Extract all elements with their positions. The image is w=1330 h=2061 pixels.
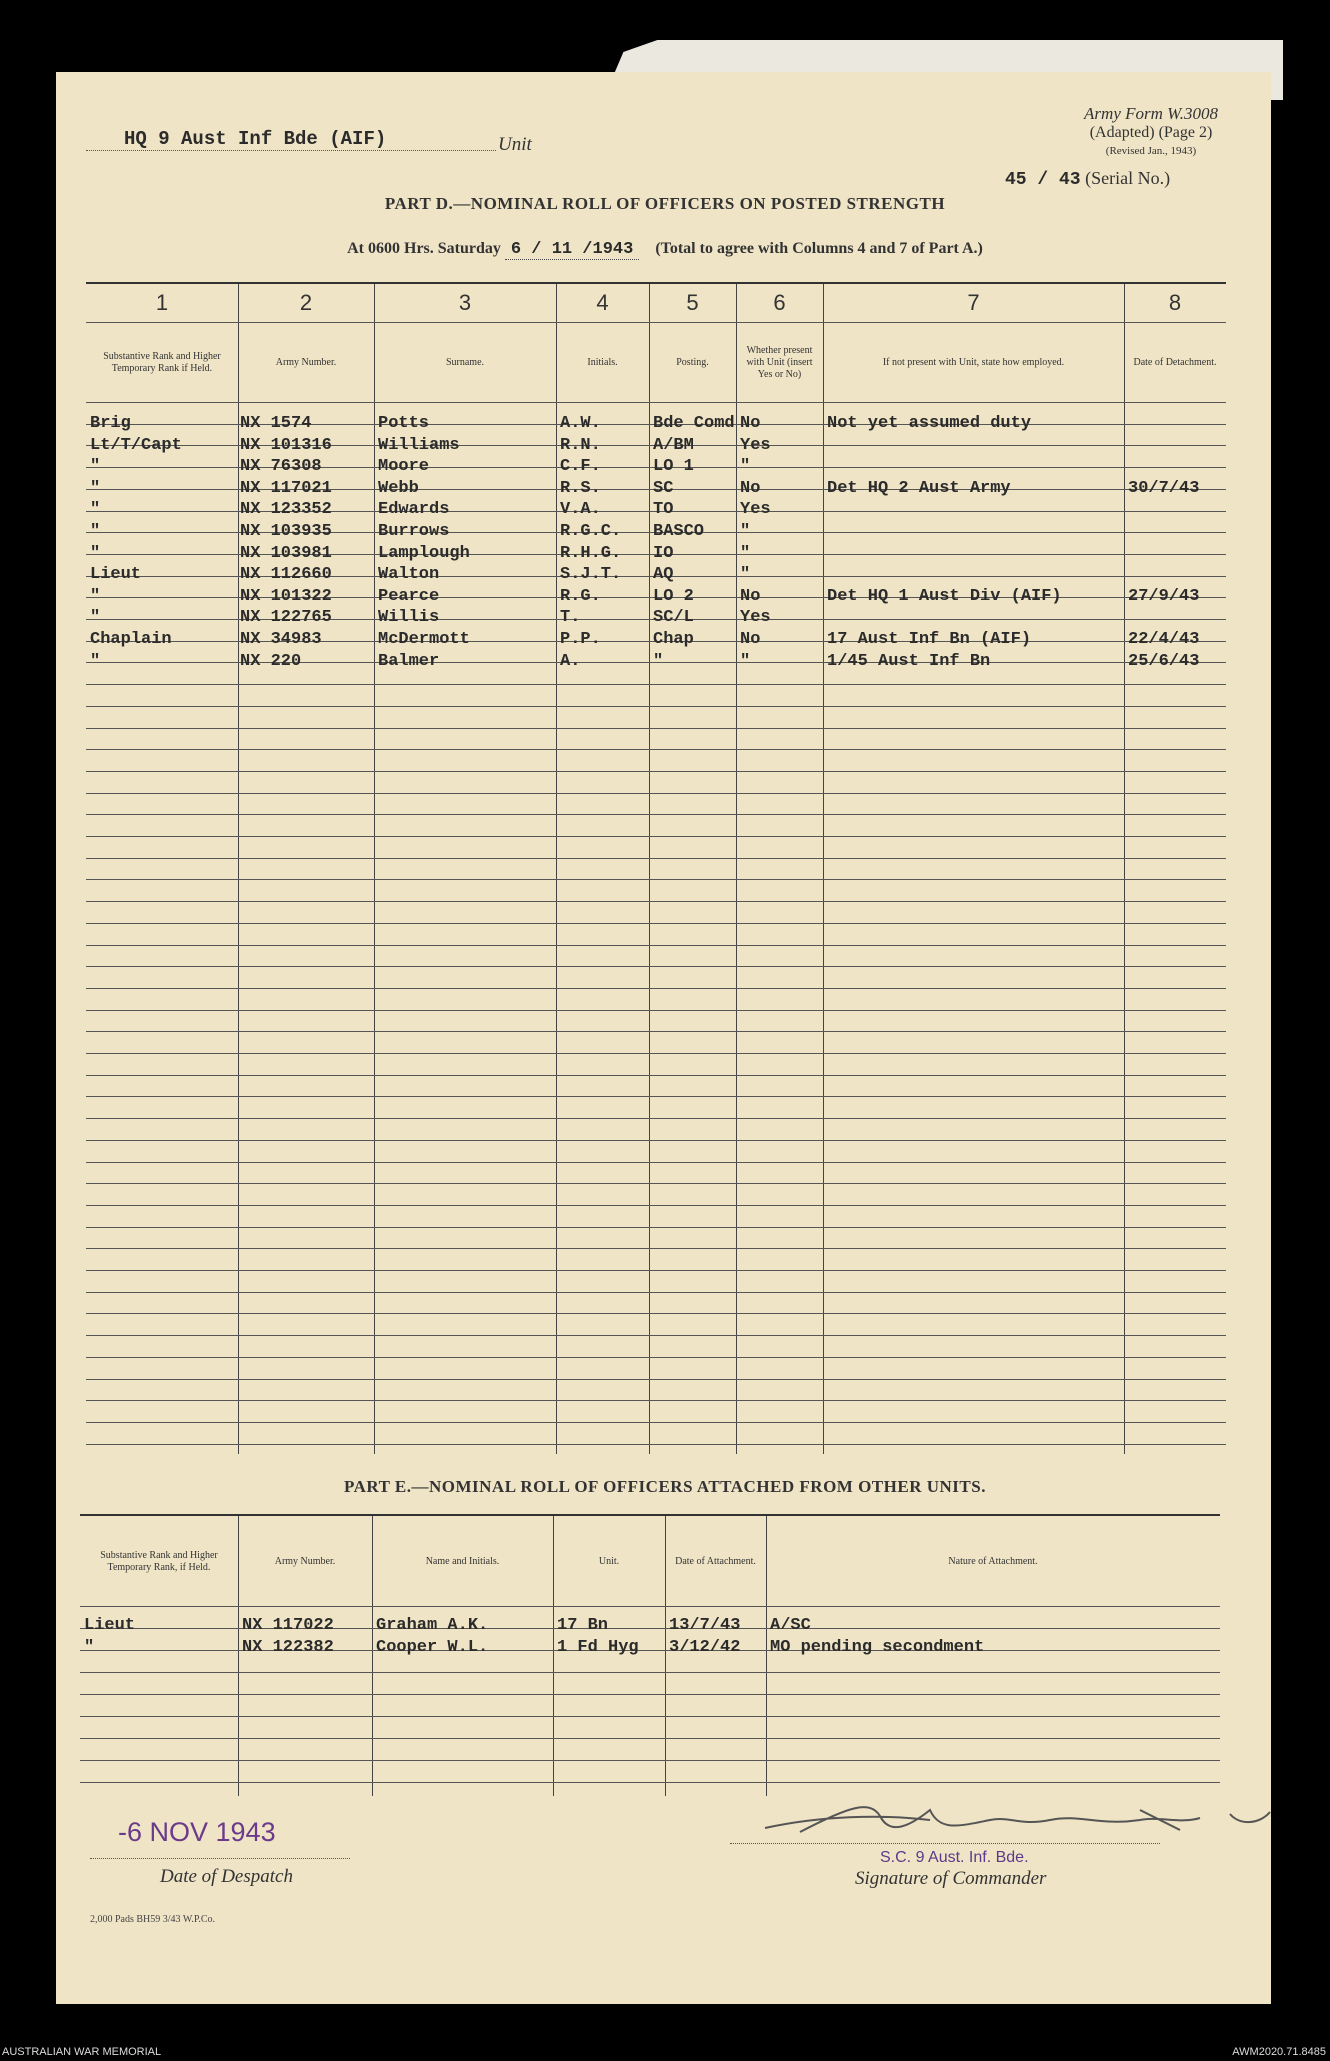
signature-label: Signature of Commander	[855, 1868, 1047, 1889]
roll-cell-surname: McDermott	[378, 630, 470, 649]
ruled-line	[80, 1672, 1220, 1673]
column-header: Substantive Rank and Higher Temporary Rank, if Held.	[100, 1550, 218, 1573]
serial-label: (Serial No.)	[1085, 168, 1171, 188]
roll-cell-rank: "	[90, 478, 101, 498]
roll-cell-employed: 17 Aust Inf Bn (AIF)	[827, 630, 1032, 649]
attached-cell-number: NX 122382	[242, 1638, 334, 1657]
roll-cell-initials: P.P.	[560, 630, 601, 649]
roll-cell-number: NX 101316	[240, 435, 332, 455]
form-adapted: (Adapted) (Page 2)	[1089, 124, 1213, 141]
column-header: Army Number.	[275, 357, 337, 368]
ruled-line	[86, 1118, 1226, 1119]
attached-cell-number: NX 117022	[242, 1616, 334, 1635]
ruled-line	[86, 1357, 1226, 1358]
form-revised: (Revised Jan., 1943)	[1105, 145, 1197, 157]
roll-cell-initials: R.G.C.	[560, 522, 622, 541]
part-d-table	[86, 282, 1226, 1454]
roll-cell-present: Yes	[740, 435, 771, 455]
ruled-line	[86, 814, 1226, 815]
at-suffix: (Total to agree with Columns 4 and 7 of Part A.)	[655, 240, 983, 257]
despatch-date-stamp: -6 NOV 1943	[118, 1817, 276, 1847]
roll-cell-rank: Chaplain	[90, 630, 172, 649]
roll-cell-initials: C.F.	[560, 457, 601, 477]
ruled-line	[86, 1096, 1226, 1097]
roll-cell-employed: Det HQ 2 Aust Army	[827, 478, 1011, 498]
ruled-line	[86, 923, 1226, 924]
column-divider	[372, 1516, 373, 1796]
attached-cell-rank: Lieut	[84, 1616, 136, 1635]
column-number-divider	[86, 322, 1226, 323]
column-header: Posting.	[676, 357, 709, 368]
column-divider	[823, 284, 824, 1454]
roll-cell-surname: Walton	[378, 565, 440, 585]
ruled-line	[86, 901, 1226, 902]
archive-source: AUSTRALIAN WAR MEMORIAL	[2, 2046, 162, 2058]
roll-cell-date: 22/4/43	[1128, 630, 1200, 649]
serial-number	[1005, 168, 1170, 190]
roll-cell-rank: "	[90, 500, 101, 520]
roll-cell-surname: Webb	[378, 478, 419, 498]
roll-cell-initials: T.	[560, 608, 581, 628]
roll-cell-initials: R.S.	[560, 478, 601, 498]
roll-cell-present: No	[740, 478, 761, 498]
ruled-line	[86, 1140, 1226, 1141]
column-number: 5	[686, 290, 699, 315]
ruled-line	[86, 1248, 1226, 1249]
roll-cell-present: "	[740, 543, 751, 563]
column-header: If not present with Unit, state how employed.	[882, 357, 1065, 368]
roll-cell-present: Yes	[740, 608, 771, 628]
column-divider	[649, 284, 650, 1454]
roll-cell-date: 25/6/43	[1128, 651, 1200, 671]
column-divider	[374, 284, 375, 1454]
column-number: 4	[596, 290, 609, 315]
roll-cell-posting: Bde Comd	[653, 414, 735, 433]
roll-cell-number: NX 103935	[240, 522, 332, 541]
ruled-line	[86, 1422, 1226, 1423]
column-header: Nature of Attachment.	[948, 1556, 1038, 1567]
roll-cell-posting: Chap	[653, 630, 694, 649]
ruled-line	[86, 1400, 1226, 1401]
roll-cell-initials: R.H.G.	[560, 543, 622, 563]
roll-cell-surname: Willis	[378, 608, 440, 628]
attached-cell-date: 3/12/42	[669, 1638, 741, 1657]
ruled-line	[86, 771, 1226, 772]
ruled-line	[86, 793, 1226, 794]
ruled-line	[86, 1010, 1226, 1011]
attached-cell-rank: "	[84, 1638, 95, 1657]
column-number: 3	[458, 290, 472, 315]
column-header: Name and Initials.	[425, 1556, 500, 1567]
roll-cell-number: NX 220	[240, 651, 302, 671]
roll-cell-posting: A/BM	[653, 435, 694, 455]
roll-cell-number: NX 122765	[240, 608, 332, 628]
ruled-line	[86, 988, 1226, 989]
ruled-line	[86, 1205, 1226, 1206]
roll-cell-initials: A.	[560, 651, 581, 671]
roll-cell-present: No	[740, 586, 761, 606]
signature-dotted-line	[730, 1843, 1160, 1844]
roll-cell-surname: Potts	[378, 414, 430, 433]
ruled-line	[86, 1379, 1226, 1380]
commander-signature	[760, 1796, 1280, 1846]
unit-value: HQ 9 Aust Inf Bde (AIF)	[124, 128, 387, 150]
roll-cell-employed: 1/45 Aust Inf Bn	[827, 651, 991, 671]
roll-cell-present: No	[740, 414, 761, 433]
roll-cell-present: No	[740, 630, 761, 649]
ruled-line	[86, 684, 1226, 685]
roll-cell-number: NX 103981	[240, 543, 332, 563]
roll-cell-rank: Brig	[90, 414, 131, 433]
roll-cell-number: NX 123352	[240, 500, 332, 520]
roll-cell-surname: Pearce	[378, 586, 440, 606]
column-header: Whether present with Unit (insert Yes or No)	[746, 345, 813, 380]
roll-cell-rank: "	[90, 543, 101, 563]
ruled-line	[86, 1227, 1226, 1228]
column-divider	[665, 1516, 666, 1796]
roll-cell-number: NX 1574	[240, 414, 312, 433]
column-divider	[736, 284, 737, 1454]
roll-cell-posting: SC/L	[653, 608, 694, 628]
roll-cell-posting: TO	[653, 500, 674, 520]
roll-cell-number: NX 112660	[240, 565, 332, 585]
despatch-dotted-line	[90, 1858, 350, 1859]
ruled-line	[86, 858, 1226, 859]
roll-cell-rank: "	[90, 586, 101, 606]
attached-cell-nature: A/SC	[770, 1616, 811, 1635]
roll-cell-number: NX 34983	[240, 630, 322, 649]
ruled-line	[86, 1162, 1226, 1163]
attached-cell-unit: 1 Fd Hyg	[557, 1638, 639, 1657]
ruled-line	[86, 1313, 1226, 1314]
roll-cell-number: NX 117021	[240, 478, 332, 498]
attached-cell-name: Graham A.K.	[376, 1616, 489, 1635]
part-e-table	[80, 1514, 1220, 1796]
roll-cell-posting: LO 1	[653, 457, 694, 477]
roll-cell-initials: A.W.	[560, 414, 601, 433]
roll-cell-number: NX 101322	[240, 586, 332, 606]
roll-cell-rank: Lieut	[90, 565, 142, 585]
roll-cell-initials: R.G.	[560, 586, 601, 606]
roll-cell-number: NX 76308	[240, 457, 322, 477]
column-divider	[238, 284, 239, 1454]
roll-cell-surname: Williams	[378, 435, 460, 455]
part-e-title: PART E.—NOMINAL ROLL OF OFFICERS ATTACHED FROM OTHER UNITS.	[344, 1477, 986, 1496]
roll-cell-initials: V.A.	[560, 500, 601, 520]
column-header: Surname.	[445, 357, 485, 368]
roll-cell-present: "	[740, 565, 751, 585]
ruled-line	[80, 1738, 1220, 1739]
ruled-line	[86, 1335, 1226, 1336]
column-number: 7	[967, 290, 980, 315]
ruled-line	[86, 1031, 1226, 1032]
roll-cell-rank: "	[90, 457, 101, 477]
roll-cell-initials: R.N.	[560, 435, 601, 455]
ruled-line	[86, 1292, 1226, 1293]
roll-date: 6 / 11 /1943	[505, 240, 639, 260]
roll-cell-surname: Burrows	[378, 522, 450, 541]
ruled-line	[86, 1444, 1226, 1445]
ruled-line	[80, 1782, 1220, 1783]
ruled-line	[86, 1183, 1226, 1184]
roll-cell-rank: Lt/T/Capt	[90, 435, 182, 455]
roll-cell-rank: "	[90, 522, 101, 541]
roll-cell-posting: BASCO	[653, 522, 705, 541]
roll-cell-surname: Moore	[378, 457, 430, 477]
roll-cell-present: Yes	[740, 500, 771, 520]
form-number: Army Form W.3008	[1084, 104, 1218, 123]
ruled-line	[86, 1075, 1226, 1076]
header-divider	[86, 402, 1226, 403]
column-divider	[1124, 284, 1125, 1454]
ruled-line	[80, 1716, 1220, 1717]
roll-cell-rank: "	[90, 651, 101, 671]
roll-cell-date: 27/9/43	[1128, 586, 1200, 606]
unit-dotted-line	[86, 150, 496, 151]
column-number: 2	[299, 290, 313, 315]
roll-cell-posting: IO	[653, 543, 674, 563]
roll-cell-surname: Balmer	[378, 651, 440, 671]
roll-cell-initials: S.J.T.	[560, 565, 622, 585]
part-d-title: PART D.—NOMINAL ROLL OF OFFICERS ON POSTED STRENGTH	[384, 194, 946, 213]
ruled-line	[86, 749, 1226, 750]
column-divider	[553, 1516, 554, 1796]
ruled-line	[86, 945, 1226, 946]
unit-label: Unit	[498, 134, 532, 155]
printer-imprint: 2,000 Pads BH59 3/43 W.P.Co.	[90, 1914, 216, 1925]
roll-cell-employed: Not yet assumed duty	[827, 414, 1032, 433]
commander-stamp: S.C. 9 Aust. Inf. Bde.	[880, 1849, 1029, 1866]
ruled-line	[80, 1694, 1220, 1695]
roll-cell-posting: "	[653, 651, 664, 671]
roll-cell-present: "	[740, 651, 751, 671]
archive-reference: AWM2020.71.8485	[1232, 2046, 1326, 2058]
attached-cell-date: 13/7/43	[669, 1616, 741, 1635]
roll-cell-present: "	[740, 457, 751, 477]
column-header: Army Number.	[274, 1556, 336, 1567]
column-number: 8	[1168, 290, 1182, 315]
roll-cell-posting: SC	[653, 478, 674, 498]
column-divider	[766, 1516, 767, 1796]
at-prefix: At 0600 Hrs. Saturday	[347, 240, 501, 257]
ruled-line	[86, 706, 1226, 707]
column-divider	[238, 1516, 239, 1796]
ruled-line	[86, 728, 1226, 729]
roll-cell-employed: Det HQ 1 Aust Div (AIF)	[827, 586, 1062, 606]
ruled-line	[86, 879, 1226, 880]
roll-cell-posting: LO 2	[653, 586, 694, 606]
despatch-label: Date of Despatch	[160, 1866, 293, 1887]
column-header: Date of Attachment.	[675, 1556, 756, 1567]
column-number: 6	[773, 290, 786, 315]
roll-cell-surname: Edwards	[378, 500, 450, 520]
ruled-line	[86, 836, 1226, 837]
header-divider	[80, 1606, 1220, 1607]
attached-cell-unit: 17 Bn	[557, 1616, 609, 1635]
form-reference	[1084, 104, 1218, 161]
roll-cell-posting: AQ	[653, 565, 674, 585]
column-header: Unit.	[598, 1556, 620, 1567]
column-number: 1	[155, 290, 169, 315]
attached-cell-name: Cooper W.L.	[376, 1638, 489, 1657]
part-d-date-line	[0, 240, 1330, 260]
roll-cell-surname: Lamplough	[378, 543, 470, 563]
ruled-line	[86, 966, 1226, 967]
ruled-line	[86, 1053, 1226, 1054]
attached-cell-nature: MO pending secondment	[770, 1638, 985, 1657]
roll-cell-rank: "	[90, 608, 101, 628]
roll-cell-date: 30/7/43	[1128, 478, 1200, 498]
column-header: Date of Detachment.	[1133, 357, 1217, 368]
ruled-line	[86, 1270, 1226, 1271]
serial-value: 45 / 43	[1005, 170, 1081, 190]
column-header: Substantive Rank and Higher Temporary Rank if Held.	[103, 351, 221, 374]
column-header: Initials.	[587, 357, 618, 368]
column-divider	[556, 284, 557, 1454]
ruled-line	[80, 1760, 1220, 1761]
roll-cell-present: "	[740, 522, 751, 541]
